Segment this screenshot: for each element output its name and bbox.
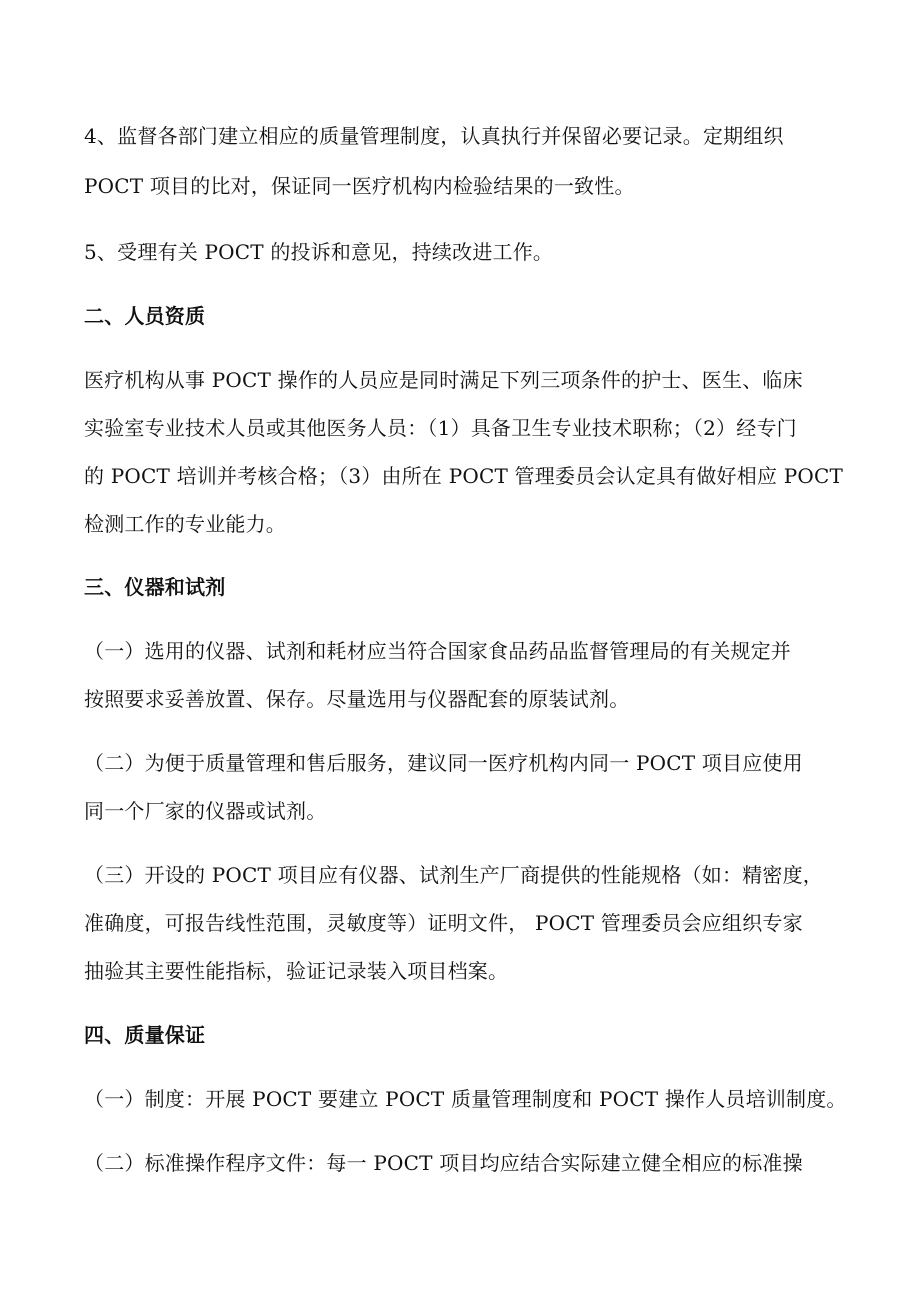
text-line-quality-1: （一）制度：开展 POCT 要建立 POCT 质量管理制度和 POCT 操作人员培训制度。 bbox=[84, 1087, 847, 1111]
text-line-instruments-1a: （一）选用的仪器、试剂和耗材应当符合国家食品药品监督管理局的有关规定并 bbox=[84, 639, 791, 663]
text-line-quality-2: （二）标准操作程序文件：每一 POCT 项目均应结合实际建立健全相应的标准操 bbox=[84, 1151, 803, 1175]
text-line-instruments-3c: 抽验其主要性能指标，验证记录装入项目档案。 bbox=[84, 959, 509, 983]
text-line-instruments-2b: 同一个厂家的仪器或试剂。 bbox=[84, 799, 327, 823]
section-heading-quality: 四、质量保证 bbox=[84, 1023, 206, 1047]
text-line-personnel-3: 的 POCT 培训并考核合格；（3）由所在 POCT 管理委员会认定具有做好相应 POCT bbox=[84, 464, 843, 488]
text-line-instruments-2a: （二）为便于质量管理和售后服务，建议同一医疗机构内同一 POCT 项目应使用 bbox=[84, 751, 803, 775]
section-heading-instruments: 三、仪器和试剂 bbox=[84, 575, 226, 599]
text-line-instruments-3a: （三）开设的 POCT 项目应有仪器、试剂生产厂商提供的性能规格（如：精密度， bbox=[84, 863, 824, 887]
text-line-instruments-1b: 按照要求妥善放置、保存。尽量选用与仪器配套的原装试剂。 bbox=[84, 687, 630, 711]
text-line-personnel-1: 医疗机构从事 POCT 操作的人员应是同时满足下列三项条件的护士、医生、临床 bbox=[84, 368, 803, 392]
text-line-personnel-4: 检测工作的专业能力。 bbox=[84, 512, 286, 536]
text-line-personnel-2: 实验室专业技术人员或其他医务人员：（1）具备卫生专业技术职称；（2）经专门 bbox=[84, 416, 797, 440]
text-line-item-4-part2: POCT 项目的比对，保证同一医疗机构内检验结果的一致性。 bbox=[84, 174, 635, 198]
text-line-instruments-3b: 准确度，可报告线性范围，灵敏度等）证明文件， POCT 管理委员会应组织专家 bbox=[84, 911, 803, 935]
text-line-item-4-part1: 4、监督各部门建立相应的质量管理制度，认真执行并保留必要记录。定期组织 bbox=[84, 124, 784, 148]
text-line-item-5: 5、受理有关 POCT 的投诉和意见，持续改进工作。 bbox=[84, 240, 554, 264]
section-heading-personnel: 二、人员资质 bbox=[84, 304, 206, 328]
